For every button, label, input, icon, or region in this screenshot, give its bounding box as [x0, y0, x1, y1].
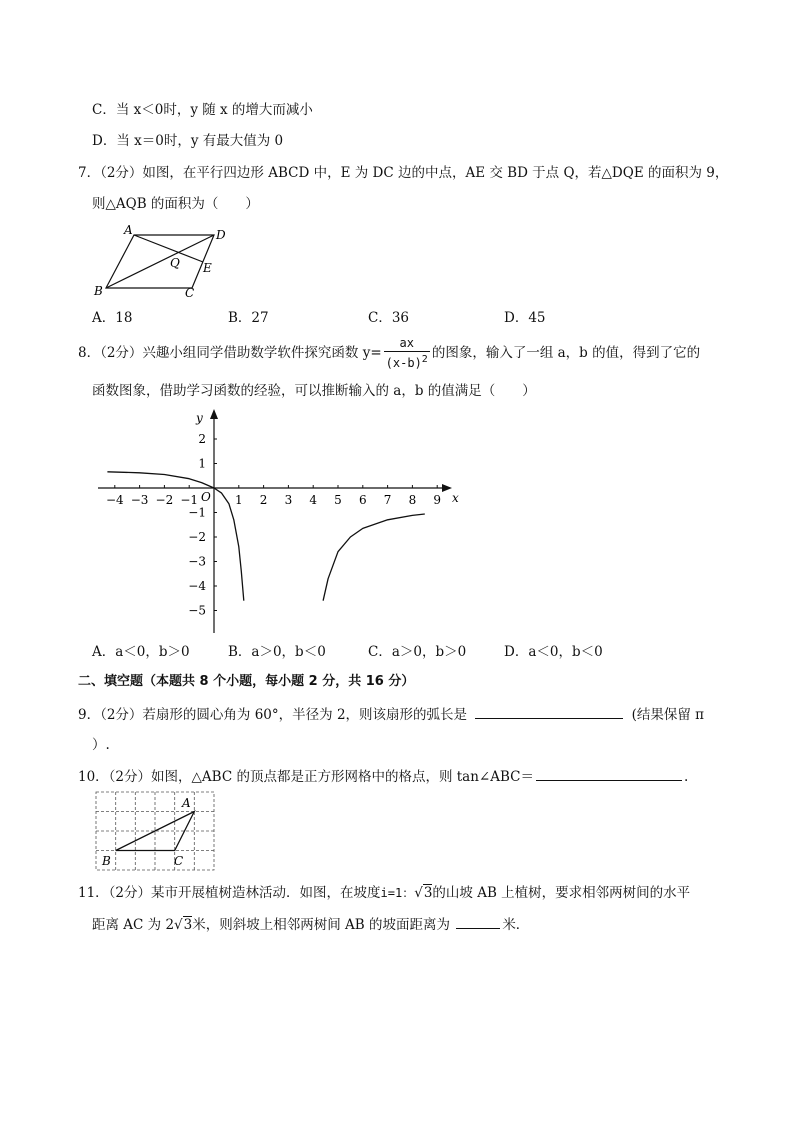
section-heading: 二、填空题（本题共 8 个小题，每小题 2 分，共 16 分） — [78, 674, 415, 689]
q8-numerator: ax — [384, 336, 430, 352]
q10-label-a: A — [182, 796, 191, 810]
y-tick-label: −5 — [188, 603, 206, 618]
q11-text-b: 的山坡 AB 上植树，要求相邻两树间的水平 — [432, 885, 691, 901]
q7-option-b: B．27 — [228, 310, 269, 326]
q11-slope: i=1： — [380, 886, 415, 900]
q6-option-d: D．当 x＝0时，y 有最大值为 0 — [92, 133, 284, 149]
q8-stem-line1 — [78, 336, 700, 371]
q7-option-d: D．45 — [504, 310, 546, 326]
q11-stem-line1 — [78, 883, 690, 903]
q11-answer-blank[interactable] — [456, 914, 500, 929]
sqrt-sign-icon: √ — [414, 885, 423, 901]
label-e: E — [203, 261, 212, 275]
x-tick-label: −3 — [130, 493, 149, 507]
q10-text: 10．（2分）如图，△ABC 的顶点都是正方形网格中的格点，则 tan∠ABC＝ — [78, 769, 534, 785]
x-tick-label: 8 — [408, 493, 417, 507]
y-tick-label: 1 — [198, 456, 206, 471]
q7-parallelogram-figure — [88, 222, 238, 300]
curve-branch-1 — [107, 472, 243, 601]
y-tick-label: −2 — [188, 530, 206, 544]
q8-option-b: B．a＞0，b＜0 — [228, 644, 326, 660]
q8-prefix: 8．（2分）兴趣小组同学借助数学软件探究函数 y= — [78, 345, 382, 361]
q8-stem-line2: 函数图象，借助学习函数的经验，可以推断输入的 a，b 的值满足（ ） — [92, 383, 536, 399]
label-b: B — [94, 284, 103, 298]
x-tick-label: 1 — [234, 493, 243, 507]
q8-option-a: A．a＜0，b＞0 — [92, 644, 190, 660]
q9-text: 9．（2分）若扇形的圆心角为 60°，半径为 2，则该扇形的弧长是 — [78, 707, 468, 723]
q11-sqrt-value-2: 3 — [183, 917, 193, 933]
q6-option-c: C．当 x＜0时，y 随 x 的增大而减小 — [92, 102, 313, 118]
sqrt-sign-icon-2: √ — [174, 917, 183, 933]
origin-label: O — [201, 490, 211, 504]
q11-text-c: 距离 AC 为 2 — [92, 917, 175, 933]
x-tick-label: 6 — [358, 493, 367, 507]
x-tick-label: 2 — [259, 493, 268, 507]
q10-answer-blank[interactable] — [536, 766, 682, 781]
q11-text-e: 米． — [502, 917, 530, 933]
segment-bd — [106, 235, 214, 288]
q8-options — [92, 642, 732, 662]
q11-sqrt-value: 3 — [423, 885, 433, 901]
q10-label-b: B — [102, 854, 111, 868]
q7-stem-line2: 则△AQB 的面积为（ ） — [92, 196, 259, 212]
q8-denominator-wrap — [384, 352, 430, 371]
q8-suffix: 的图象，输入了一组 a，b 的值，得到了它的 — [431, 345, 701, 361]
x-tick-label: 5 — [334, 493, 342, 507]
q10-stem — [78, 766, 688, 787]
q8-exponent: 2 — [421, 354, 428, 365]
q11-text-d: 米，则斜坡上相邻两树间 AB 的坡面距离为 — [192, 917, 451, 933]
label-d: D — [216, 228, 226, 242]
q11-stem-line2 — [92, 914, 529, 935]
x-axis-arrow-icon — [442, 484, 452, 492]
q7-stem-line1: 7．（2分）如图，在平行四边形 ABCD 中，E 为 DC 边的中点，AE 交 BD 于点 Q，若△DQE 的面积为 9， — [78, 165, 729, 181]
x-tick-label: −1 — [180, 493, 199, 507]
q9-answer-blank[interactable] — [475, 704, 623, 719]
y-tick-label: −1 — [188, 505, 206, 520]
y-tick-label: 2 — [198, 432, 206, 446]
x-axis-label: x — [452, 491, 459, 505]
q8-denominator: (x-b) — [385, 356, 422, 370]
curve-branch-2 — [323, 514, 425, 601]
q10-grid-figure — [94, 790, 218, 872]
x-tick-label: 4 — [309, 493, 318, 507]
label-q: Q — [170, 256, 180, 270]
q9-stem-line1 — [78, 704, 704, 725]
q7-options — [92, 308, 732, 328]
x-tick-label: −4 — [105, 493, 124, 507]
x-tick-label: 9 — [433, 493, 442, 507]
q10-end: . — [683, 769, 689, 785]
q8-option-c: C．a＞0，b＞0 — [368, 644, 467, 660]
q11-text-a: 11．（2分）某市开展植树造林活动．如图，在坡度 — [78, 885, 381, 901]
y-axis-label: y — [196, 411, 203, 425]
q9-after-blank: (结果保留 π — [631, 707, 705, 723]
q8-function-graph — [90, 405, 470, 635]
label-c: C — [185, 286, 195, 300]
y-axis-arrow-icon — [210, 409, 218, 419]
x-tick-label: 3 — [284, 493, 293, 507]
x-tick-label: −2 — [155, 493, 174, 507]
q7-option-a: A．18 — [92, 310, 133, 326]
q8-option-d: D．a＜0，b＜0 — [504, 644, 603, 660]
label-a: A — [124, 223, 133, 237]
x-tick-label: 7 — [383, 493, 392, 507]
q10-label-c: C — [174, 854, 184, 868]
q7-option-c: C．36 — [368, 310, 410, 326]
q9-stem-line2: ）. — [92, 737, 110, 753]
q8-fraction — [384, 336, 430, 371]
y-tick-label: −4 — [188, 579, 206, 593]
y-tick-label: −3 — [188, 554, 206, 569]
